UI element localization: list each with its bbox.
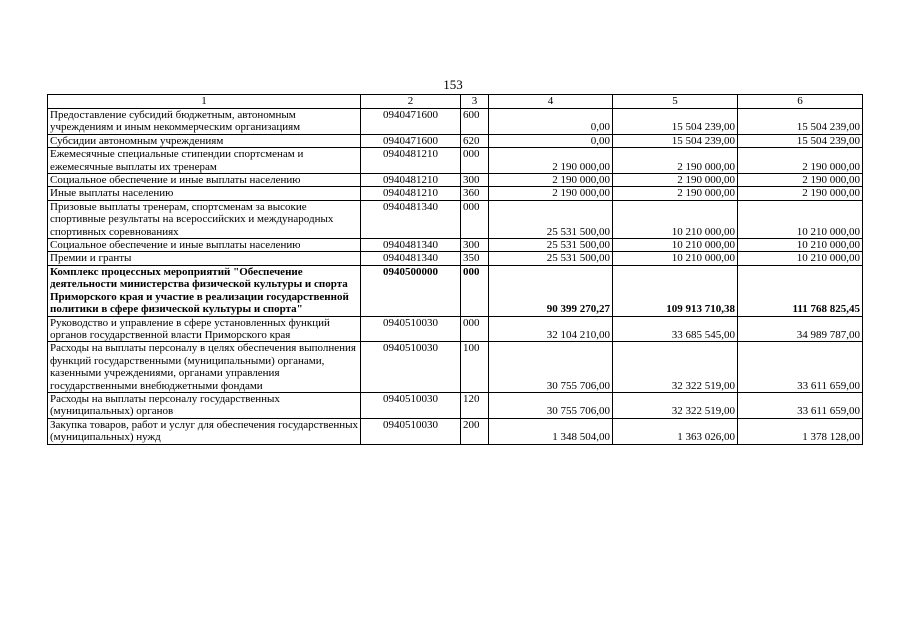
- header-cell: 6: [738, 95, 863, 109]
- header-cell: 5: [613, 95, 738, 109]
- row-amount-col6: 10 210 000,00: [738, 252, 863, 265]
- row-amount-col5: 2 190 000,00: [613, 174, 738, 187]
- row-amount-col6: 33 611 659,00: [738, 392, 863, 418]
- row-name-cell: Социальное обеспечение и иные выплаты населению: [48, 174, 361, 187]
- row-code-cell: 0940471600: [361, 109, 461, 135]
- row-amount-col5: 15 504 239,00: [613, 134, 738, 147]
- table-row: [48, 200, 863, 238]
- row-code-cell: 0940481210: [361, 187, 461, 200]
- header-cell: 4: [489, 95, 613, 109]
- row-name-cell: Комплекс процессных мероприятий "Обеспечение деятельности министерства физической культуры и спорта Приморского края и участие в реализации государственной политики в сфере физической культуры и спорта": [48, 265, 361, 316]
- row-amount-col6: 34 989 787,00: [738, 316, 863, 342]
- row-name-cell: Предоставление субсидий бюджетным, автономным учреждениям и иным некоммерческим организациям: [48, 109, 361, 135]
- table-row: [48, 316, 863, 342]
- row-code-cell: 0940510030: [361, 418, 461, 444]
- row-code-cell: 0940481210: [361, 148, 461, 174]
- row-amount-col6: 33 611 659,00: [738, 342, 863, 393]
- row-amount-col5: 109 913 710,38: [613, 265, 738, 316]
- row-name-cell: Ежемесячные специальные стипендии спортсменам и ежемесячные выплаты их тренерам: [48, 148, 361, 174]
- row-amount-col6: 2 190 000,00: [738, 174, 863, 187]
- header-cell: 2: [361, 95, 461, 109]
- row-amount-col4: 32 104 210,00: [489, 316, 613, 342]
- row-type-cell: 120: [461, 392, 489, 418]
- table-row: [48, 134, 863, 147]
- table-row: [48, 418, 863, 444]
- table-row: [48, 148, 863, 174]
- row-amount-col5: 10 210 000,00: [613, 252, 738, 265]
- row-amount-col4: 30 755 706,00: [489, 342, 613, 393]
- row-amount-col6: 111 768 825,45: [738, 265, 863, 316]
- row-type-cell: 000: [461, 265, 489, 316]
- row-amount-col5: 32 322 519,00: [613, 392, 738, 418]
- row-amount-col5: 10 210 000,00: [613, 239, 738, 252]
- table-row: [48, 342, 863, 393]
- row-code-cell: 0940471600: [361, 134, 461, 147]
- row-amount-col6: 2 190 000,00: [738, 148, 863, 174]
- table-header-row: [48, 95, 863, 109]
- row-amount-col4: 90 399 270,27: [489, 265, 613, 316]
- table-row: [48, 392, 863, 418]
- budget-table: [47, 94, 863, 445]
- row-amount-col6: 10 210 000,00: [738, 200, 863, 238]
- row-amount-col5: 1 363 026,00: [613, 418, 738, 444]
- table-row: [48, 252, 863, 265]
- row-type-cell: 100: [461, 342, 489, 393]
- table-row: [48, 109, 863, 135]
- row-amount-col4: 25 531 500,00: [489, 200, 613, 238]
- row-amount-col4: 2 190 000,00: [489, 187, 613, 200]
- row-type-cell: 200: [461, 418, 489, 444]
- row-amount-col4: 2 190 000,00: [489, 174, 613, 187]
- row-code-cell: 0940481340: [361, 200, 461, 238]
- row-code-cell: 0940481340: [361, 252, 461, 265]
- row-type-cell: 300: [461, 239, 489, 252]
- row-amount-col6: 1 378 128,00: [738, 418, 863, 444]
- row-type-cell: 620: [461, 134, 489, 147]
- row-amount-col5: 2 190 000,00: [613, 148, 738, 174]
- row-code-cell: 0940481340: [361, 239, 461, 252]
- row-type-cell: 000: [461, 200, 489, 238]
- row-name-cell: Расходы на выплаты персоналу государственных (муниципальных) органов: [48, 392, 361, 418]
- row-type-cell: 000: [461, 148, 489, 174]
- table-row: [48, 239, 863, 252]
- row-code-cell: 0940510030: [361, 316, 461, 342]
- row-name-cell: Закупка товаров, работ и услуг для обеспечения государственных (муниципальных) нужд: [48, 418, 361, 444]
- row-amount-col4: 25 531 500,00: [489, 239, 613, 252]
- row-name-cell: Социальное обеспечение и иные выплаты населению: [48, 239, 361, 252]
- row-code-cell: 0940510030: [361, 392, 461, 418]
- header-cell: 1: [48, 95, 361, 109]
- row-amount-col6: 10 210 000,00: [738, 239, 863, 252]
- row-type-cell: 350: [461, 252, 489, 265]
- row-amount-col5: 32 322 519,00: [613, 342, 738, 393]
- row-code-cell: 0940481210: [361, 174, 461, 187]
- row-name-cell: Субсидии автономным учреждениям: [48, 134, 361, 147]
- row-code-cell: 0940510030: [361, 342, 461, 393]
- row-type-cell: 600: [461, 109, 489, 135]
- row-name-cell: Иные выплаты населению: [48, 187, 361, 200]
- page-number: 153: [443, 77, 463, 92]
- row-amount-col5: 33 685 545,00: [613, 316, 738, 342]
- row-name-cell: Руководство и управление в сфере установленных функций органов государственной власти Приморского края: [48, 316, 361, 342]
- row-amount-col5: 2 190 000,00: [613, 187, 738, 200]
- row-name-cell: Призовые выплаты тренерам, спортсменам за высокие спортивные результаты на всероссийских и международных спортивных соревнованиях: [48, 200, 361, 238]
- row-amount-col5: 10 210 000,00: [613, 200, 738, 238]
- row-amount-col4: 25 531 500,00: [489, 252, 613, 265]
- row-type-cell: 300: [461, 174, 489, 187]
- row-amount-col4: 0,00: [489, 134, 613, 147]
- row-amount-col6: 2 190 000,00: [738, 187, 863, 200]
- row-amount-col4: 2 190 000,00: [489, 148, 613, 174]
- row-amount-col4: 0,00: [489, 109, 613, 135]
- row-amount-col4: 30 755 706,00: [489, 392, 613, 418]
- table-row: [48, 174, 863, 187]
- table-row: [48, 265, 863, 316]
- row-type-cell: 360: [461, 187, 489, 200]
- row-amount-col4: 1 348 504,00: [489, 418, 613, 444]
- row-amount-col6: 15 504 239,00: [738, 134, 863, 147]
- header-cell: 3: [461, 95, 489, 109]
- row-amount-col5: 15 504 239,00: [613, 109, 738, 135]
- row-amount-col6: 15 504 239,00: [738, 109, 863, 135]
- row-type-cell: 000: [461, 316, 489, 342]
- row-name-cell: Расходы на выплаты персоналу в целях обеспечения выполнения функций государственными (муниципальными) органами, казенными учреждениями, органами управления государственными внебюджетными фондами: [48, 342, 361, 393]
- row-name-cell: Премии и гранты: [48, 252, 361, 265]
- row-code-cell: 0940500000: [361, 265, 461, 316]
- table-row: [48, 187, 863, 200]
